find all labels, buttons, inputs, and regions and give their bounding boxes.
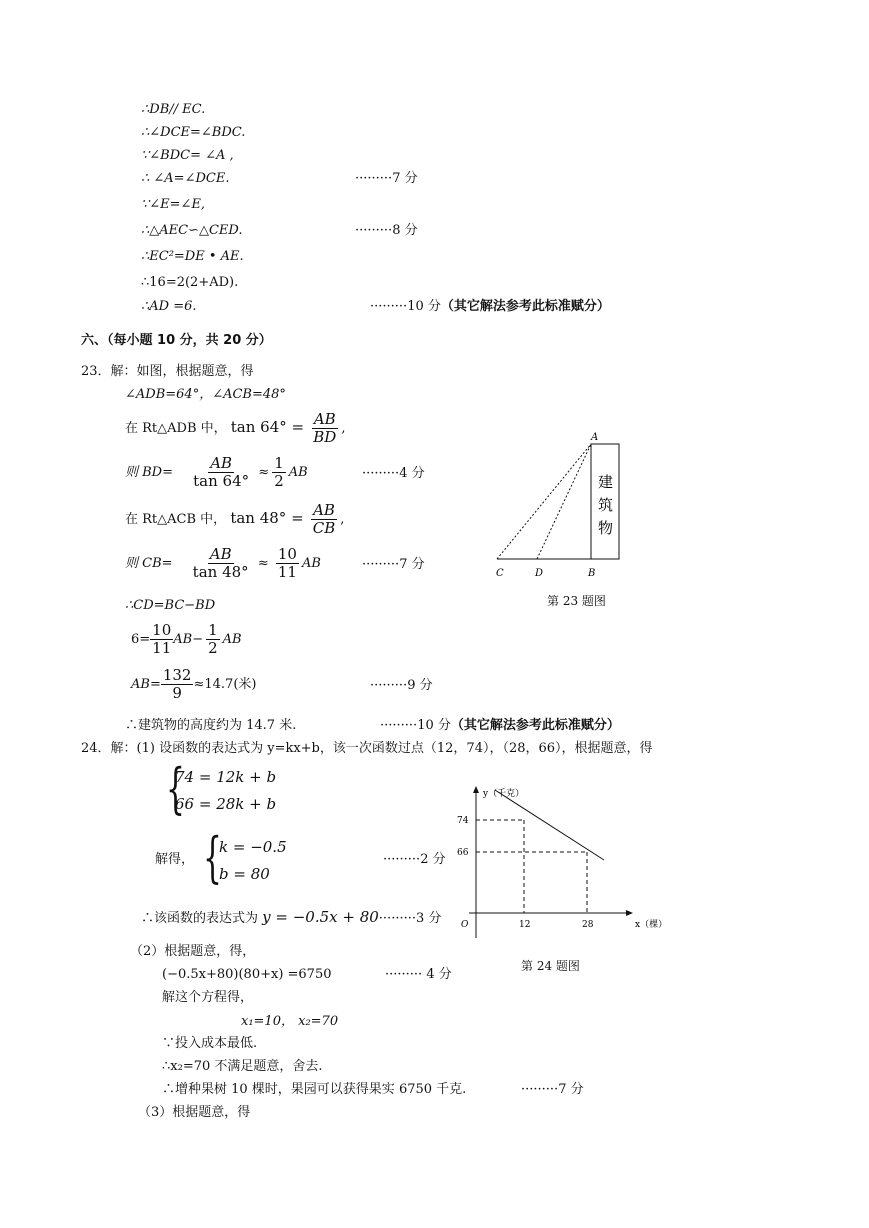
- label-c: C: [496, 568, 504, 579]
- building-char-1: 建: [598, 473, 614, 491]
- system2-eq1: k = −0.5: [219, 838, 287, 856]
- frac-den: 9: [172, 684, 182, 702]
- y-tick-66: 66: [457, 848, 469, 858]
- score-3: ·········3 分: [378, 911, 442, 926]
- proof-line-6: ∴△AEC∽△CED.: [141, 223, 243, 238]
- label-b: B: [588, 568, 596, 579]
- origin-label: O: [461, 920, 469, 930]
- frac-10-11b: [150, 622, 173, 657]
- y-tick-74: 74: [457, 816, 469, 826]
- building-char-2: 筑: [598, 496, 614, 514]
- proof-line-8: ∴16=2(2+AD).: [141, 275, 239, 290]
- proof-line-9: ∴AD =6.: [141, 299, 197, 314]
- frac-den: tan 64°: [193, 472, 250, 490]
- system-brace-1: {: [166, 757, 185, 820]
- x-tick-12: 12: [519, 920, 531, 930]
- part2-equation: (−0.5x+80)(80+x) =6750: [162, 967, 332, 982]
- sightline-ca: [497, 444, 591, 559]
- q23-cd: ∴CD=BC−BD: [125, 598, 216, 613]
- frac-half-b: [206, 622, 220, 657]
- sightline-da: [537, 444, 591, 559]
- frac-ab-bd: [311, 411, 338, 446]
- q23-tan64-pre: 在 Rt△ADB 中，: [125, 421, 227, 436]
- q23-eq6: [131, 620, 242, 660]
- score-10b-note: （其它解法参考此标准赋分）: [450, 718, 620, 733]
- y-axis-label: y（千克）: [483, 789, 525, 799]
- frac-132-9: [161, 667, 194, 702]
- score-7b: ·········7 分: [362, 557, 425, 572]
- x-axis-arrow: [626, 910, 633, 916]
- figure-23: [488, 428, 628, 583]
- frac-den: tan 48°: [192, 563, 249, 581]
- q23-tan64-line: 在 Rt△ADB 中， tan 64° = $\frac{AB}{BD}$ ,: [125, 410, 346, 446]
- label-a: A: [591, 432, 599, 443]
- q23-cb-pre: 则 CB=: [125, 556, 173, 571]
- q23-ab-pre: AB=: [131, 677, 161, 692]
- frac-num: 1: [208, 621, 218, 639]
- frac-den: 11: [152, 639, 172, 657]
- system-brace-2: {: [203, 826, 222, 889]
- frac-ab-cb: [311, 502, 338, 537]
- x-axis-label: x（棵）: [635, 920, 668, 930]
- frac-den: BD: [313, 428, 337, 446]
- frac-10-11: [276, 546, 299, 581]
- figure-24: [455, 782, 675, 942]
- solve-label: 解得，: [155, 852, 195, 867]
- q23-intro: 23．解：如图，根据题意，得: [81, 364, 254, 379]
- y-axis-arrow: [473, 786, 479, 793]
- score-10: [370, 298, 610, 316]
- frac-ab-tan48: [191, 546, 251, 581]
- score-10b-dots: ·········10 分: [380, 718, 451, 733]
- proof-line-3: ∵∠BDC= ∠A ,: [141, 148, 234, 163]
- expr-line: [141, 908, 441, 928]
- building-char-3: 物: [598, 519, 614, 537]
- q23-conclusion: ∴建筑物的高度约为 14.7 米.: [125, 718, 297, 733]
- fig24-caption: 第 24 题图: [521, 959, 580, 973]
- approx-sign: ≈: [258, 465, 270, 480]
- frac-den: 11: [277, 563, 297, 581]
- q23-tan48-pre: 在 Rt△ACB 中，: [125, 512, 227, 527]
- score-7c: ·········7 分: [521, 1082, 584, 1097]
- frac-num: 10: [277, 545, 297, 563]
- q23-bd-pre: 则 BD=: [125, 465, 174, 480]
- q23-ab-line: [131, 665, 256, 705]
- frac-num: 10: [152, 621, 172, 639]
- score-8: ·········8 分: [355, 223, 418, 238]
- frac-den: CB: [312, 519, 336, 537]
- score-10b: [380, 717, 620, 735]
- part2-solve: 解这个方程得，: [162, 990, 254, 1005]
- q24-intro: 24．解：(1) 设函数的表达式为 y=kx+b，该一次函数过点（12，74），（28，66），根据题意，得: [81, 741, 653, 756]
- system2-eq2: b = 80: [219, 865, 270, 883]
- frac-num: 132: [162, 666, 192, 684]
- proof-line-1: ∴DB// EC.: [141, 102, 206, 117]
- part2-discard: ∴x₂=70 不满足题意，舍去.: [162, 1059, 323, 1074]
- score-7: ·········7 分: [355, 171, 418, 186]
- part2-conclusion: ∴增种果树 10 棵时，果园可以获得果实 6750 千克.: [162, 1082, 467, 1097]
- fig23-caption: 第 23 题图: [547, 594, 606, 608]
- frac-den: 2: [274, 472, 284, 490]
- q23-tan48-line: 在 Rt△ACB 中， tan 48° = $\frac{AB}{CB}$ ,: [125, 501, 345, 537]
- q23-ab-tail: ≈14.7(米): [193, 677, 257, 692]
- frac-den: 2: [208, 639, 218, 657]
- score-2: ·········2 分: [383, 852, 446, 867]
- frac-num: AB: [209, 545, 232, 563]
- score-4b: ········· 4 分: [385, 967, 452, 982]
- q23-cb-line: [125, 544, 321, 584]
- q23-tan64-expr: tan 64° =: [230, 418, 305, 436]
- ab-term: AB: [288, 465, 308, 480]
- q23-tan48-expr: tan 48° =: [230, 509, 304, 527]
- proof-line-5: ∵∠E=∠E,: [141, 197, 206, 212]
- frac-num: 1: [274, 454, 284, 472]
- part3-intro: （3）根据题意，得: [138, 1105, 251, 1120]
- score-10-dots: ·········10 分: [370, 299, 441, 314]
- section-heading: 六、（每小题 10 分，共 20 分）: [81, 333, 272, 348]
- function-line: [495, 790, 604, 860]
- frac-num: AB: [210, 454, 233, 472]
- score-9: ·········9 分: [370, 678, 433, 693]
- x-tick-28: 28: [582, 920, 594, 930]
- part2-intro: （2）根据题意，得，: [130, 944, 256, 959]
- score-4: ·········4 分: [362, 466, 425, 481]
- proof-line-7: ∴EC²=DE • AE.: [141, 249, 244, 264]
- expr-formula: y = −0.5x + 80: [262, 908, 379, 926]
- frac-num: AB: [313, 410, 336, 428]
- part2-reason: ∵投入成本最低.: [162, 1036, 258, 1051]
- frac-half: [272, 455, 286, 490]
- label-d: D: [535, 568, 544, 579]
- frac-num: AB: [313, 501, 335, 519]
- frac-ab-tan64: [191, 455, 251, 490]
- q23-bd-line: [125, 453, 308, 493]
- approx-sign: ≈: [257, 556, 269, 571]
- system1-eq1: 74 = 12k + b: [175, 768, 277, 786]
- score-10-note: （其它解法参考此标准赋分）: [440, 299, 610, 314]
- proof-line-4: ∴ ∠A=∠DCE.: [141, 171, 230, 186]
- part2-roots: x₁=10， x₂=70: [241, 1014, 339, 1029]
- proof-line-2: ∴∠DCE=∠BDC.: [141, 125, 246, 140]
- ab-term: AB: [222, 632, 242, 647]
- q23-eq6-mid: AB−: [173, 632, 204, 647]
- q23-angles: ∠ADB=64°，∠ACB=48°: [125, 387, 286, 402]
- system1-eq2: 66 = 28k + b: [175, 795, 277, 813]
- q23-eq6-pre: 6=: [131, 632, 151, 647]
- ab-term: AB: [301, 556, 321, 571]
- expr-pre: ∴该函数的表达式为: [141, 911, 263, 926]
